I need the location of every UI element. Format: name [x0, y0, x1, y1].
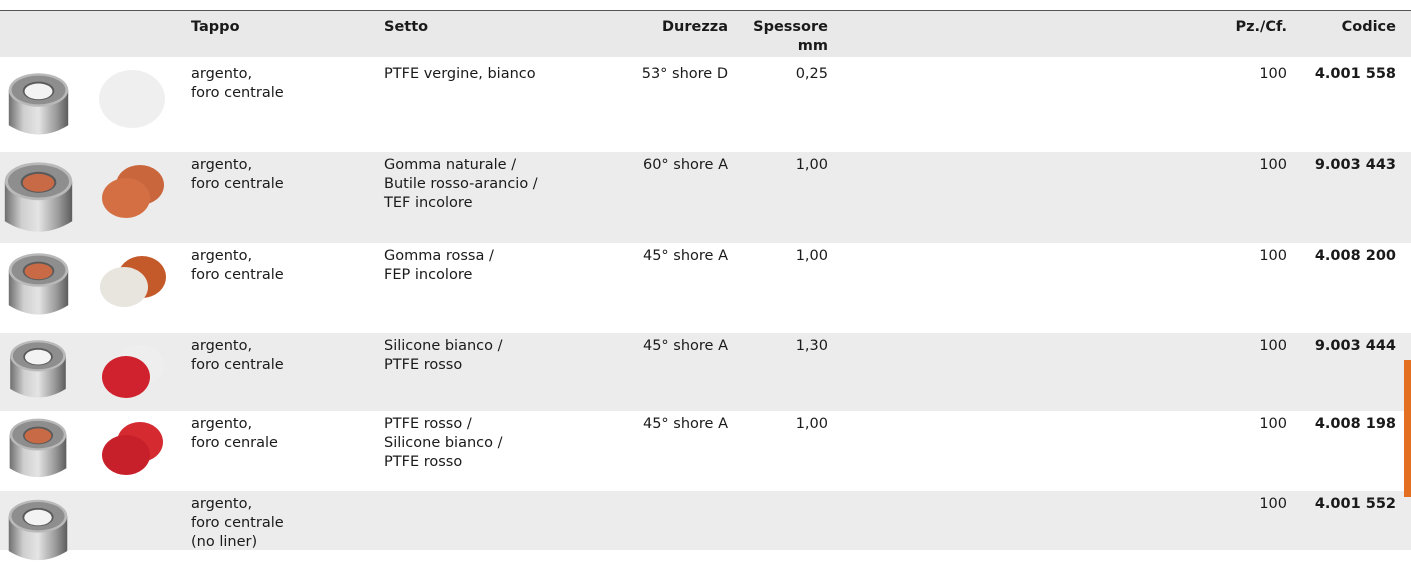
cell-pz-cf: 100: [1259, 157, 1287, 173]
cell-tappo-line: argento,: [191, 416, 253, 432]
cell-durezza: 53° shore D: [641, 66, 728, 82]
header-tappo: Tappo: [191, 19, 240, 35]
cell-pz-cf: 100: [1259, 496, 1287, 512]
cell-tappo-line: argento,: [191, 338, 253, 354]
cell-spessore: 1,00: [795, 416, 828, 432]
cell-tappo-line: argento,: [191, 66, 253, 82]
cell-tappo-line: argento,: [191, 496, 253, 512]
table-row: [0, 333, 1411, 411]
crimp-cap-image: [6, 247, 71, 323]
table-header: [0, 11, 1411, 57]
table-row: [0, 491, 1411, 550]
cell-setto-line: FEP incolore: [384, 267, 473, 283]
cell-durezza: 45° shore A: [642, 338, 728, 354]
cell-tappo-line: argento,: [191, 157, 253, 173]
cell-setto-line: Gomma naturale /: [384, 157, 517, 173]
cell-setto: [384, 337, 503, 375]
cell-tappo-line: foro cenrale: [191, 435, 278, 451]
septum-image: [96, 158, 168, 228]
table-row: [0, 61, 1411, 152]
table-row: [0, 152, 1411, 243]
cell-tappo: [191, 65, 284, 103]
cell-tappo: [191, 415, 278, 453]
cell-tappo: [191, 495, 284, 552]
cell-tappo-line: foro centrale: [191, 85, 284, 101]
cell-tappo: [191, 337, 284, 375]
cell-setto-line: TEF incolore: [384, 195, 473, 211]
cell-codice: 9.003 443: [1314, 157, 1396, 173]
cell-spessore: 1,00: [795, 157, 828, 173]
header-setto: Setto: [384, 19, 429, 35]
cell-durezza: 45° shore A: [642, 248, 728, 264]
table-row: [0, 243, 1411, 333]
cell-spessore: 1,00: [795, 248, 828, 264]
cell-setto: [384, 247, 494, 285]
cell-tappo-line: foro centrale: [191, 515, 284, 531]
header-durezza: Durezza: [661, 19, 728, 35]
cell-setto-line: Butile rosso-arancio /: [384, 176, 538, 192]
cell-setto-line: Silicone bianco /: [384, 338, 503, 354]
cell-setto-line: PTFE rosso: [384, 357, 463, 373]
table-row: [0, 411, 1411, 491]
cell-tappo: [191, 247, 284, 285]
cell-setto: [384, 65, 536, 84]
cell-codice: 4.001 552: [1314, 496, 1396, 512]
cell-codice: 4.008 200: [1314, 248, 1396, 264]
header-spessore: Spessore: [753, 19, 828, 35]
cell-tappo-line: (no liner): [191, 534, 258, 550]
header-spessore-unit: mm: [797, 38, 828, 54]
cell-setto: [384, 156, 538, 213]
cell-setto-line: Silicone bianco /: [384, 435, 503, 451]
crimp-cap-image: [1, 156, 76, 240]
crimp-cap-image: [6, 493, 70, 569]
cell-codice: 4.008 198: [1314, 416, 1396, 432]
section-tab-marker: [1404, 360, 1411, 497]
cell-durezza: 45° shore A: [642, 416, 728, 432]
septum-image: [96, 249, 168, 319]
cell-tappo-line: foro centrale: [191, 357, 284, 373]
cell-durezza: 60° shore A: [642, 157, 728, 173]
cell-setto-line: PTFE rosso /: [384, 416, 472, 432]
crimp-cap-image: [7, 335, 69, 405]
septum-image: [96, 339, 168, 409]
cell-spessore: 1,30: [795, 338, 828, 354]
cell-spessore: 0,25: [795, 66, 828, 82]
crimp-cap-image: [7, 413, 69, 485]
header-pz-cf: Pz./Cf.: [1235, 19, 1287, 35]
septum-image: [96, 417, 168, 487]
cell-setto-line: PTFE rosso: [384, 454, 463, 470]
header-codice: Codice: [1341, 19, 1396, 35]
cell-codice: 9.003 444: [1314, 338, 1396, 354]
cell-pz-cf: 100: [1259, 248, 1287, 264]
cell-pz-cf: 100: [1259, 66, 1287, 82]
septum-image: [96, 67, 168, 137]
cell-setto: [384, 415, 503, 472]
cell-tappo: [191, 156, 284, 194]
crimp-cap-image: [6, 67, 71, 143]
cell-tappo-line: argento,: [191, 248, 253, 264]
cell-codice: 4.001 558: [1314, 66, 1396, 82]
cell-setto-line: Gomma rossa /: [384, 248, 494, 264]
cell-setto-line: PTFE vergine, bianco: [384, 66, 536, 82]
cell-pz-cf: 100: [1259, 416, 1287, 432]
cell-tappo-line: foro centrale: [191, 267, 284, 283]
cell-tappo-line: foro centrale: [191, 176, 284, 192]
cell-pz-cf: 100: [1259, 338, 1287, 354]
